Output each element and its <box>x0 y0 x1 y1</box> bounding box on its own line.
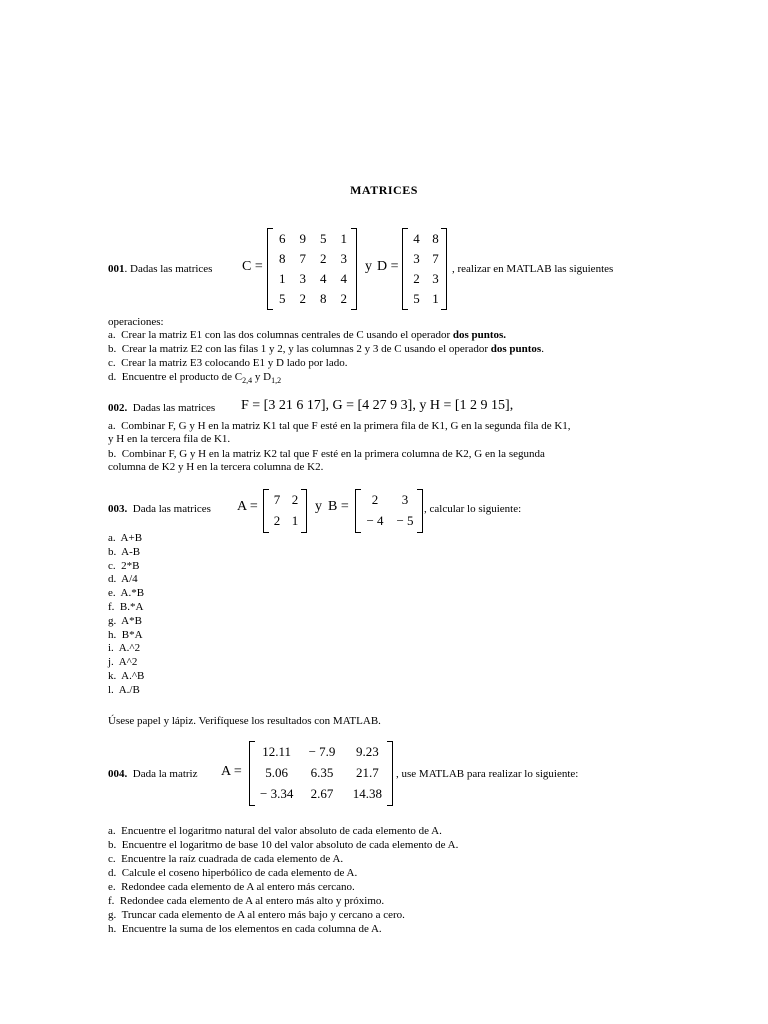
matrix-d-cell: 3 <box>413 251 420 266</box>
list-item: l. A./B <box>108 683 140 696</box>
matrix-b3-cell: − 4 <box>366 513 384 528</box>
list-item: f. B.*A <box>108 600 144 613</box>
matrix-a4-cell: 5.06 <box>265 765 289 780</box>
p002-number: 002. <box>108 402 128 414</box>
matrix-a3-right-bracket <box>301 489 307 533</box>
matrix-a4-cell: 12.11 <box>262 744 292 759</box>
matrix-c-cell: 6 <box>279 231 286 246</box>
matrix-b3-right-bracket <box>417 489 423 533</box>
matrix-c-cell: 1 <box>279 271 286 286</box>
p001-intro: . Dadas las matrices <box>124 263 213 275</box>
matrix-c-cell: 8 <box>279 251 286 266</box>
list-item: j. A^2 <box>108 656 138 669</box>
list-item: f. Redondee cada elemento de A al entero más alto y próximo. <box>108 895 385 907</box>
matrix-a3-cell: 2 <box>291 492 299 507</box>
p003-intro: Dada las matrices <box>132 503 211 515</box>
matrix-a4-label: A = <box>221 764 242 779</box>
matrix-c-cell: 4 <box>340 271 347 286</box>
matrix-a3-cell: 7 <box>273 492 281 507</box>
p003-y-connector: y <box>315 499 322 514</box>
p001-continuation: operaciones: <box>108 316 164 328</box>
matrix-d-cell: 5 <box>413 291 420 306</box>
matrix-c-cell: 2 <box>299 291 306 306</box>
p003-number: 003. <box>108 503 128 515</box>
list-item: e. A.*B <box>108 587 145 600</box>
p003-note: Úsese papel y lápiz. Verifíquese los resultados con MATLAB. <box>108 715 381 727</box>
list-item: d. Calcule el coseno hiperbólico de cada elemento de A. <box>108 867 358 879</box>
matrix-c-cell: 4 <box>320 271 327 286</box>
matrix-a4-cell: 2.67 <box>310 786 334 801</box>
p001-y-connector: y <box>365 259 372 274</box>
p002-item-b-line2: columna de K2 y H en la tercera columna de K2. <box>108 461 324 473</box>
matrix-c-cell: 2 <box>320 251 327 266</box>
list-item: e. Redondee cada elemento de A al entero más cercano. <box>108 881 355 893</box>
matrix-c-cell: 1 <box>340 231 347 246</box>
matrix-a4-cell: 21.7 <box>355 765 379 780</box>
matrix-b3-cell: − 5 <box>396 513 414 528</box>
p001-item-d: d. Encuentre el producto de $C_{2,4}$ y $D_{1,2}$ <box>108 371 282 386</box>
matrix-a4-cell: − 7.9 <box>308 744 336 759</box>
list-item: b. Encuentre el logaritmo de base 10 del valor absoluto de cada elemento de A. <box>108 839 459 851</box>
matrix-b3-cell: 3 <box>401 492 409 507</box>
matrix-d-right-bracket <box>441 228 447 310</box>
list-item: d. A/4 <box>108 573 138 586</box>
matrix-d-cell: 3 <box>432 271 439 286</box>
p001-item-c: c. Crear la matriz E3 colocando E1 y D lado por lado. <box>108 357 348 369</box>
list-item: i. A.^2 <box>108 642 141 655</box>
matrix-d-cell: 2 <box>413 271 420 286</box>
list-item: a. Encuentre el logaritmo natural del valor absoluto de cada elemento de A. <box>108 825 442 837</box>
p002-vectors: F = [3 21 6 17], G = [4 27 9 3], y H = [1 2 9 15], <box>241 398 514 413</box>
p001-after-text: , realizar en MATLAB las siguientes <box>452 263 614 275</box>
page-title: MATRICES <box>350 183 418 197</box>
p003-item-list <box>108 531 144 697</box>
p001-item-b: b. Crear la matriz E2 con las filas 1 y 2, y las columnas 2 y 3 de C usando el operador dos puntos. <box>108 343 544 355</box>
matrix-a4-cell: 9.23 <box>355 744 379 759</box>
matrix-a3 <box>268 489 304 531</box>
matrix-b3-cell: 2 <box>371 492 379 507</box>
p001-item-a: a. Crear la matriz E1 con las dos columnas centrales de C usando el operador dos puntos. <box>108 329 507 341</box>
matrix-c-cell: 2 <box>340 291 347 306</box>
matrix-c-cell: 7 <box>299 251 306 266</box>
matrix-a4-cell: − 3.34 <box>259 786 294 801</box>
list-item: k. A.^B <box>108 669 145 682</box>
p002-intro-line <box>108 401 215 415</box>
matrix-c-cell: 5 <box>279 291 286 306</box>
vector-g: G = [4 27 9 3] <box>332 398 413 413</box>
matrix-b3-label: B = <box>328 499 349 514</box>
p002-item-a-line2: y H en la tercera fila de K1. <box>108 433 231 445</box>
matrix-d-cell: 4 <box>413 231 420 246</box>
matrix-a4-cell: 14.38 <box>352 786 382 801</box>
list-item: h. Encuentre la suma de los elementos en cada columna de A. <box>108 923 382 935</box>
list-item: h. B*A <box>108 628 143 641</box>
matrix-c-label: C = <box>242 259 263 274</box>
list-item: c. Encuentre la raíz cuadrada de cada elemento de A. <box>108 853 344 865</box>
list-item: a. A+B <box>108 532 143 544</box>
p004-intro: Dada la matriz <box>132 768 198 780</box>
list-item: c. 2*B <box>108 559 140 572</box>
matrix-a3-label: A = <box>237 499 258 514</box>
p001-number: 001 <box>108 263 125 275</box>
p004-intro-line <box>108 767 198 781</box>
list-item: b. A-B <box>108 545 141 558</box>
p003-after-text: , calcular lo siguiente: <box>424 503 522 515</box>
matrix-a3-cell: 2 <box>273 513 281 528</box>
matrix-c-cell: 9 <box>299 231 306 246</box>
matrix-c-cell: 5 <box>320 231 327 246</box>
matrix-a4-cell: 6.35 <box>310 765 334 780</box>
matrix-d-cell: 1 <box>432 291 439 306</box>
matrix-d-cell: 7 <box>432 251 439 266</box>
matrix-c-right-bracket <box>351 228 357 310</box>
matrix-a4 <box>254 741 390 804</box>
p002-intro: Dadas las matrices <box>132 402 216 414</box>
list-item: g. A*B <box>108 614 142 627</box>
matrix-d-cell: 8 <box>432 231 439 246</box>
matrix-d <box>407 229 445 309</box>
vector-f: F = [3 21 6 17] <box>241 398 326 413</box>
p003-intro-line <box>108 502 211 516</box>
vector-h: H = [1 2 9 15] <box>429 398 510 413</box>
matrix-c <box>272 229 354 309</box>
matrix-c-cell: 3 <box>299 271 306 286</box>
list-item: g. Truncar cada elemento de A al entero más bajo y cercano a cero. <box>108 909 405 921</box>
matrix-a4-right-bracket <box>387 741 393 806</box>
matrix-a3-cell: 1 <box>291 513 299 528</box>
p004-after-text: , use MATLAB para realizar lo siguiente: <box>396 768 579 780</box>
p002-item-a-line1: a. Combinar F, G y H en la matriz K1 tal que F esté en la primera fila de K1, G en la segunda fila de K1, <box>108 420 571 432</box>
p001-intro-line <box>108 262 212 276</box>
matrix-c-cell: 3 <box>340 251 347 266</box>
matrix-b3 <box>360 489 420 531</box>
matrix-d-label: D = <box>377 259 399 274</box>
p004-item-list <box>108 824 458 936</box>
p002-item-b-line1: b. Combinar F, G y H en la matriz K2 tal que F esté en la primera columna de K2, G en la segunda <box>108 448 545 460</box>
matrix-c-cell: 8 <box>320 291 327 306</box>
p004-number: 004. <box>108 768 128 780</box>
